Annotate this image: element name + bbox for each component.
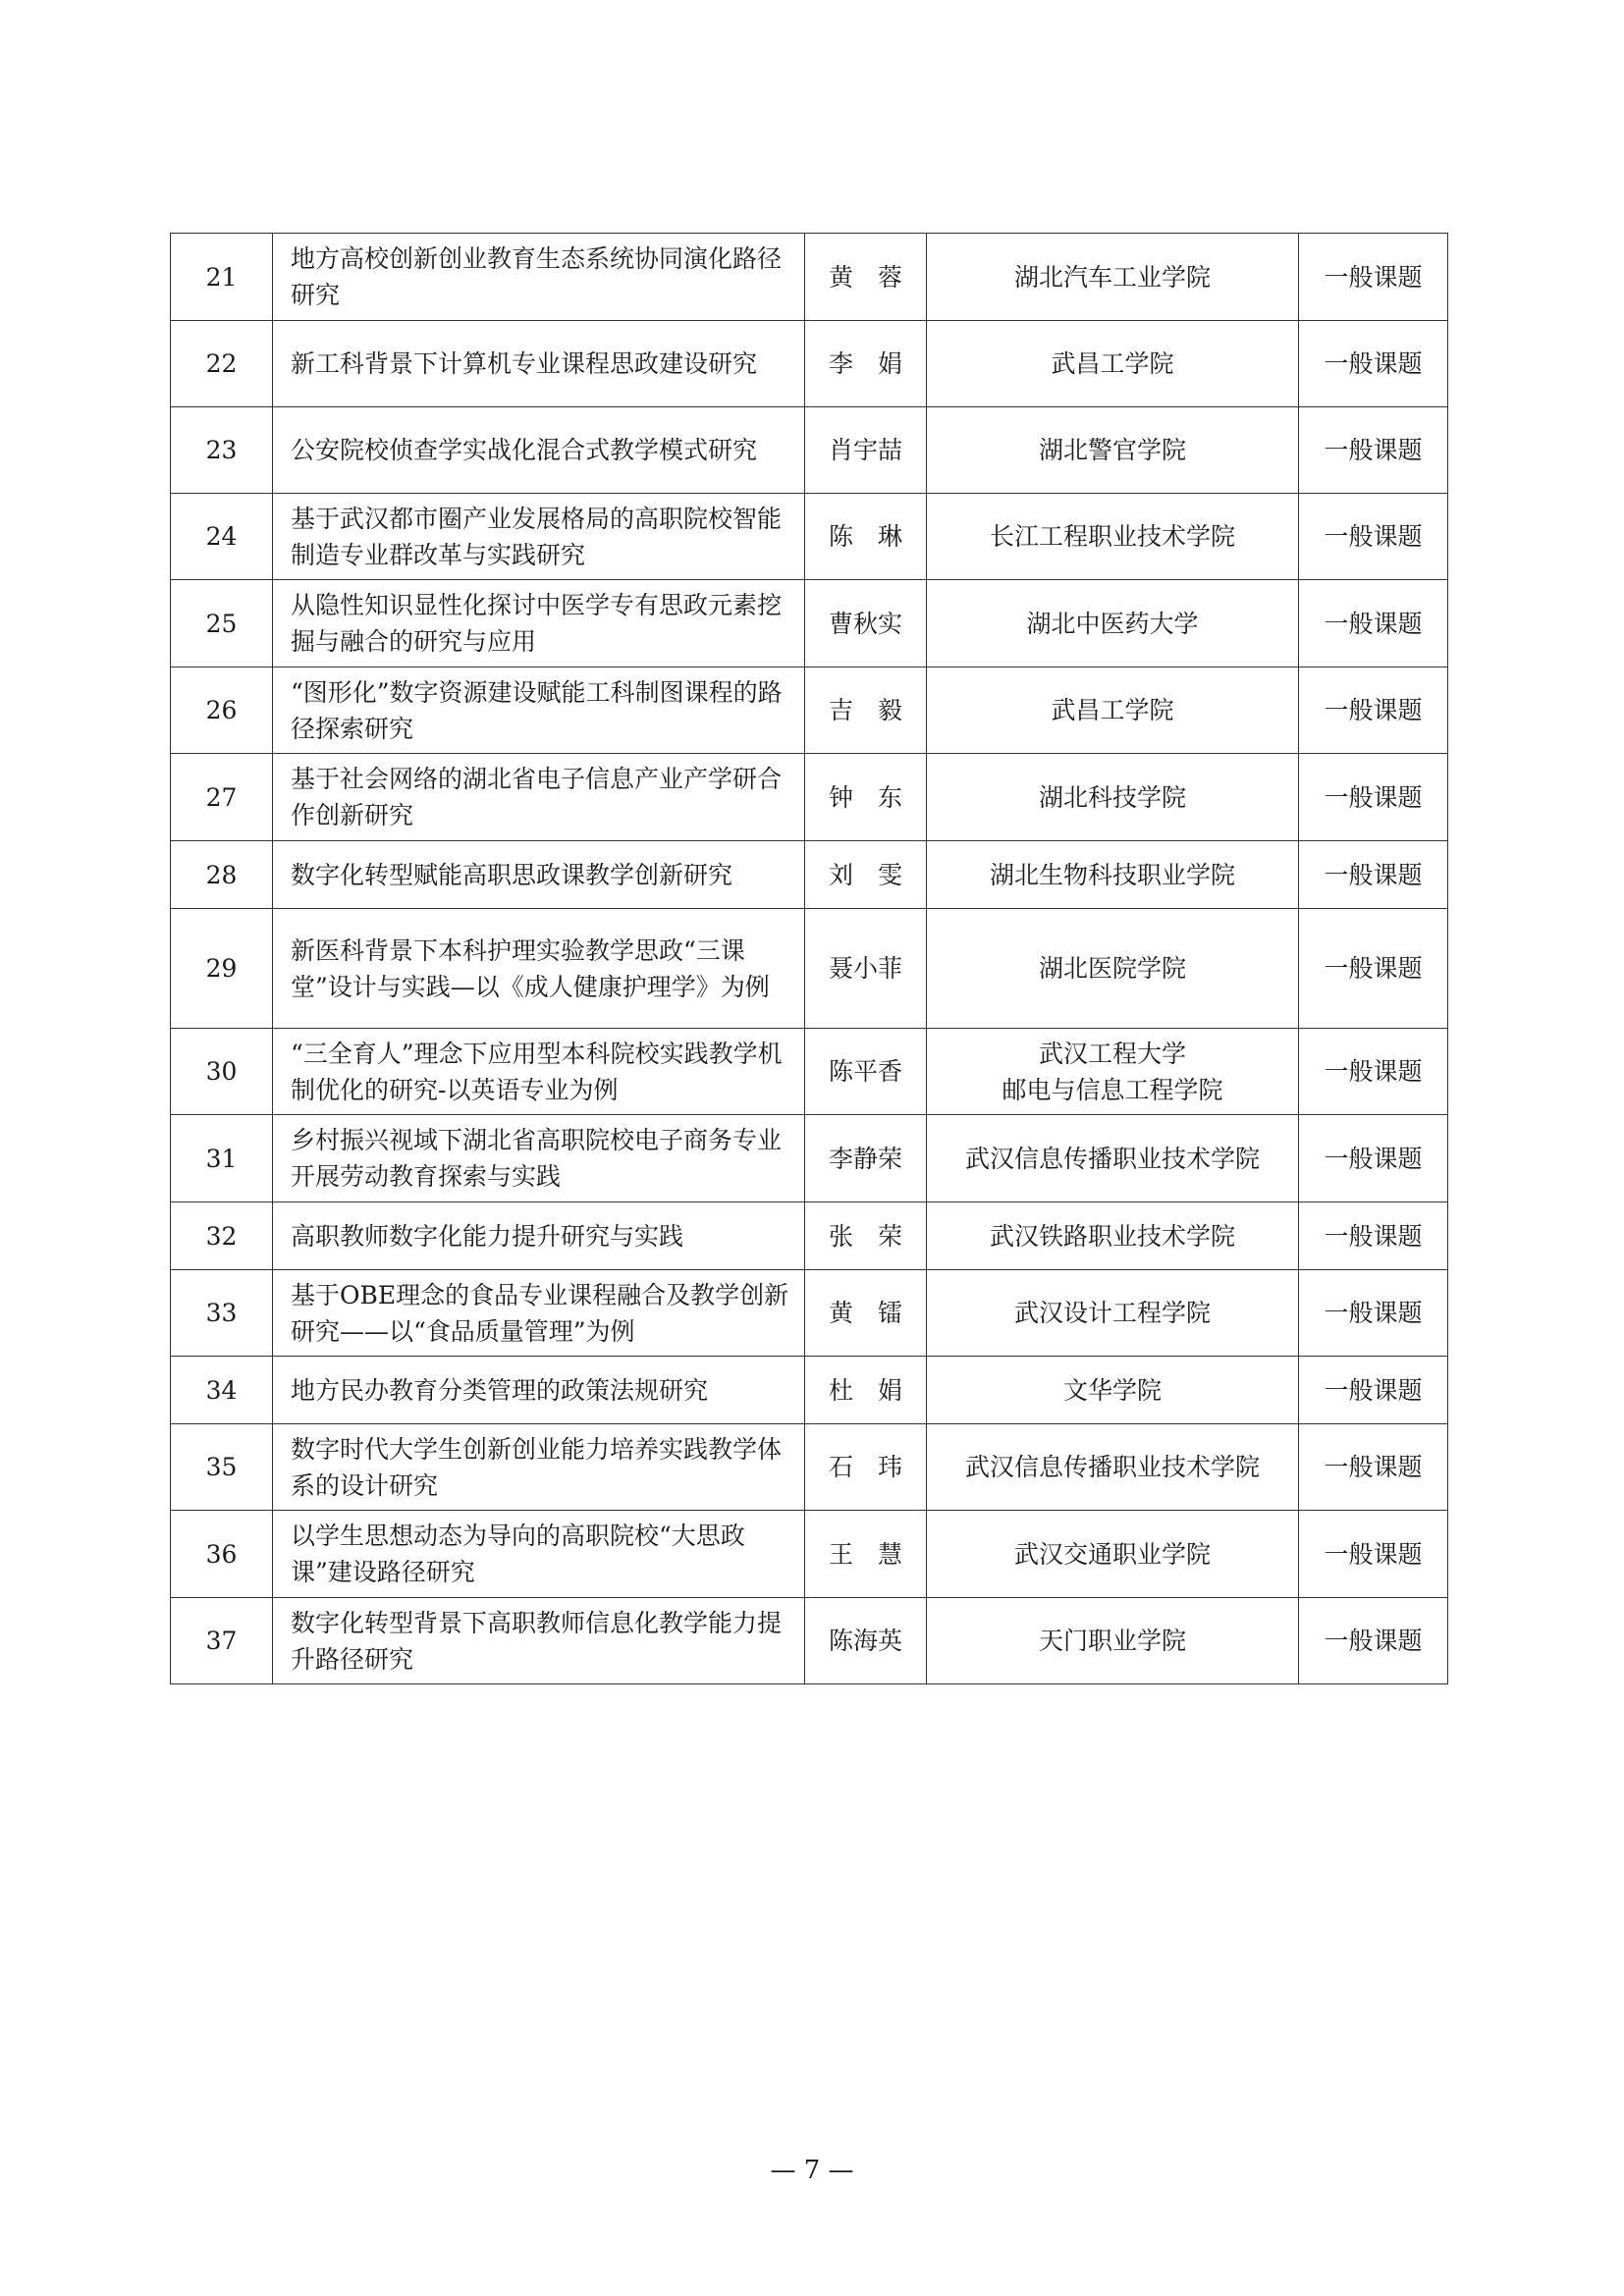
row-number: 35 bbox=[171, 1424, 273, 1511]
project-leader: 聂小菲 bbox=[805, 909, 927, 1029]
project-type: 一般课题 bbox=[1299, 1511, 1448, 1598]
table-row bbox=[171, 1598, 1448, 1684]
project-leader: 吉 毅 bbox=[805, 667, 927, 754]
project-type: 一般课题 bbox=[1299, 1357, 1448, 1424]
project-title: “图形化”数字资源建设赋能工科制图课程的路径探索研究 bbox=[273, 667, 805, 754]
project-type: 一般课题 bbox=[1299, 754, 1448, 841]
page-number: — 7 — bbox=[770, 2156, 854, 2185]
project-title: 从隐性知识显性化探讨中医学专有思政元素挖掘与融合的研究与应用 bbox=[273, 580, 805, 667]
unit-line: 邮电与信息工程学院 bbox=[1001, 1075, 1223, 1104]
row-number: 37 bbox=[171, 1598, 273, 1684]
unit-line: 武汉铁路职业技术学院 bbox=[989, 1221, 1235, 1251]
row-number: 28 bbox=[171, 841, 273, 909]
project-type: 一般课题 bbox=[1299, 1270, 1448, 1357]
project-type: 一般课题 bbox=[1299, 841, 1448, 909]
project-type: 一般课题 bbox=[1299, 1598, 1448, 1684]
unit-line: 长江工程职业技术学院 bbox=[989, 522, 1235, 551]
project-title: 以学生思想动态为导向的高职院校“大思政课”建设路径研究 bbox=[273, 1511, 805, 1598]
unit-line: 文华学院 bbox=[1062, 1375, 1162, 1405]
project-leader: 陈海英 bbox=[805, 1598, 927, 1684]
project-type: 一般课题 bbox=[1299, 1115, 1448, 1202]
row-number: 29 bbox=[171, 909, 273, 1029]
table-row bbox=[171, 1270, 1448, 1357]
unit-line: 武汉信息传播职业技术学院 bbox=[964, 1453, 1260, 1481]
project-title: 基于OBE理念的食品专业课程融合及教学创新研究——以“食品质量管理”为例 bbox=[273, 1270, 805, 1357]
table-row bbox=[171, 841, 1448, 909]
unit-line: 湖北警官学院 bbox=[1038, 436, 1186, 464]
row-number: 26 bbox=[171, 667, 273, 754]
project-title: 新医科背景下本科护理实验教学思政“三课堂”设计与实践—以《成人健康护理学》为例 bbox=[273, 909, 805, 1029]
row-number: 27 bbox=[171, 754, 273, 841]
project-leader: 黄 蓉 bbox=[805, 234, 927, 321]
row-number: 30 bbox=[171, 1029, 273, 1115]
unit-line: 武汉工程大学 bbox=[1038, 1039, 1186, 1068]
table-row bbox=[171, 1115, 1448, 1202]
row-number: 32 bbox=[171, 1202, 273, 1270]
project-leader: 石 玮 bbox=[805, 1424, 927, 1511]
project-title: 地方民办教育分类管理的政策法规研究 bbox=[273, 1357, 805, 1424]
unit-line: 武汉信息传播职业技术学院 bbox=[964, 1144, 1260, 1173]
project-leader: 李静荣 bbox=[805, 1115, 927, 1202]
project-unit bbox=[927, 1511, 1299, 1598]
project-title: 数字化转型背景下高职教师信息化教学能力提升路径研究 bbox=[273, 1598, 805, 1684]
project-title: 地方高校创新创业教育生态系统协同演化路径研究 bbox=[273, 234, 805, 321]
project-unit bbox=[927, 754, 1299, 841]
project-type: 一般课题 bbox=[1299, 407, 1448, 494]
project-leader: 黄 镭 bbox=[805, 1270, 927, 1357]
unit-line: 湖北医院学院 bbox=[1038, 954, 1186, 983]
project-type: 一般课题 bbox=[1299, 494, 1448, 580]
row-number: 22 bbox=[171, 321, 273, 407]
project-unit bbox=[927, 580, 1299, 667]
project-unit bbox=[927, 1424, 1299, 1511]
project-unit bbox=[927, 1357, 1299, 1424]
table-row bbox=[171, 754, 1448, 841]
row-number: 21 bbox=[171, 234, 273, 321]
unit-line: 湖北生物科技职业学院 bbox=[989, 860, 1235, 889]
project-type: 一般课题 bbox=[1299, 1424, 1448, 1511]
table-row bbox=[171, 1511, 1448, 1598]
project-type: 一般课题 bbox=[1299, 909, 1448, 1029]
project-title: 数字时代大学生创新创业能力培养实践教学体系的设计研究 bbox=[273, 1424, 805, 1511]
project-table-body bbox=[171, 234, 1448, 1684]
table-row bbox=[171, 1424, 1448, 1511]
project-unit bbox=[927, 407, 1299, 494]
project-unit bbox=[927, 909, 1299, 1029]
project-table bbox=[170, 233, 1448, 1684]
row-number: 34 bbox=[171, 1357, 273, 1424]
unit-line: 武汉交通职业学院 bbox=[1013, 1539, 1211, 1569]
table-row bbox=[171, 321, 1448, 407]
table-row bbox=[171, 909, 1448, 1029]
unit-line: 武汉设计工程学院 bbox=[1013, 1299, 1211, 1327]
project-unit bbox=[927, 1115, 1299, 1202]
project-leader: 刘 雯 bbox=[805, 841, 927, 909]
unit-line: 湖北科技学院 bbox=[1038, 782, 1186, 812]
project-unit bbox=[927, 234, 1299, 321]
table-row bbox=[171, 667, 1448, 754]
project-type: 一般课题 bbox=[1299, 1029, 1448, 1115]
project-leader: 钟 东 bbox=[805, 754, 927, 841]
project-unit bbox=[927, 1029, 1299, 1115]
project-type: 一般课题 bbox=[1299, 667, 1448, 754]
unit-line: 湖北中医药大学 bbox=[1026, 609, 1199, 638]
project-title: “三全育人”理念下应用型本科院校实践教学机制优化的研究-以英语专业为例 bbox=[273, 1029, 805, 1115]
unit-line: 湖北汽车工业学院 bbox=[1013, 262, 1211, 292]
table-row bbox=[171, 407, 1448, 494]
project-title: 公安院校侦查学实战化混合式教学模式研究 bbox=[273, 407, 805, 494]
table-row bbox=[171, 494, 1448, 580]
project-leader: 肖宇喆 bbox=[805, 407, 927, 494]
project-leader: 曹秋实 bbox=[805, 580, 927, 667]
table-row bbox=[171, 580, 1448, 667]
row-number: 33 bbox=[171, 1270, 273, 1357]
table-row bbox=[171, 234, 1448, 321]
row-number: 23 bbox=[171, 407, 273, 494]
project-unit bbox=[927, 667, 1299, 754]
row-number: 31 bbox=[171, 1115, 273, 1202]
row-number: 36 bbox=[171, 1511, 273, 1598]
project-leader: 杜 娟 bbox=[805, 1357, 927, 1424]
project-title: 数字化转型赋能高职思政课教学创新研究 bbox=[273, 841, 805, 909]
unit-line: 天门职业学院 bbox=[1038, 1627, 1186, 1655]
table-row bbox=[171, 1029, 1448, 1115]
project-leader: 张 荣 bbox=[805, 1202, 927, 1270]
project-leader: 李 娟 bbox=[805, 321, 927, 407]
project-unit bbox=[927, 1598, 1299, 1684]
project-leader: 陈平香 bbox=[805, 1029, 927, 1115]
project-title: 高职教师数字化能力提升研究与实践 bbox=[273, 1202, 805, 1270]
project-title: 基于社会网络的湖北省电子信息产业产学研合作创新研究 bbox=[273, 754, 805, 841]
project-unit bbox=[927, 494, 1299, 580]
project-unit bbox=[927, 1270, 1299, 1357]
project-type: 一般课题 bbox=[1299, 321, 1448, 407]
project-type: 一般课题 bbox=[1299, 1202, 1448, 1270]
project-unit bbox=[927, 321, 1299, 407]
table-row bbox=[171, 1202, 1448, 1270]
project-leader: 王 慧 bbox=[805, 1511, 927, 1598]
project-unit bbox=[927, 1202, 1299, 1270]
project-title: 乡村振兴视域下湖北省高职院校电子商务专业开展劳动教育探索与实践 bbox=[273, 1115, 805, 1202]
row-number: 25 bbox=[171, 580, 273, 667]
project-unit bbox=[927, 841, 1299, 909]
unit-line: 武昌工学院 bbox=[1051, 696, 1174, 724]
project-type: 一般课题 bbox=[1299, 580, 1448, 667]
row-number: 24 bbox=[171, 494, 273, 580]
project-leader: 陈 琳 bbox=[805, 494, 927, 580]
project-title: 基于武汉都市圈产业发展格局的高职院校智能制造专业群改革与实践研究 bbox=[273, 494, 805, 580]
project-type: 一般课题 bbox=[1299, 234, 1448, 321]
project-title: 新工科背景下计算机专业课程思政建设研究 bbox=[273, 321, 805, 407]
table-row bbox=[171, 1357, 1448, 1424]
unit-line: 武昌工学院 bbox=[1051, 349, 1174, 378]
